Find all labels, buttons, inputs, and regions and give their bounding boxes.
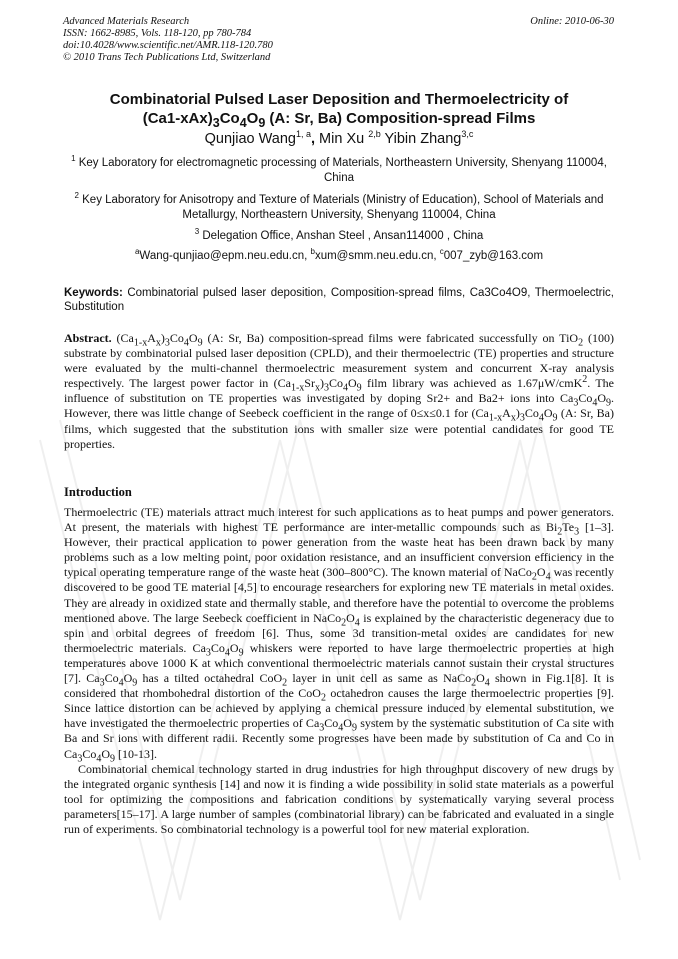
- keywords: [64, 286, 614, 314]
- affiliation-3: $^3$ Delegation Office, Anshan Steel , Ansan114000 , China: [194, 227, 484, 242]
- journal-doi: doi:10.4028/www.scientific.net/AMR.118-120.780: [63, 40, 273, 51]
- journal-name: Advanced Materials Research: [63, 16, 190, 27]
- keywords-label: Keywords:: [64, 287, 123, 299]
- title-line-2: $(Ca1-xAx)_3Co_4O_9$ (A: Sr, Ba) Composition-spread Films: [142, 110, 536, 130]
- author-3: Yibin Zhang: [380, 131, 462, 147]
- title-line-1: Combinatorial Pulsed Laser Deposition and Thermoelectricity of: [109, 91, 569, 108]
- affiliation-1: $^1$ Key Laboratory for electromagnetic processing of Materials, Northeastern University, Shenyang 110004, China: [71, 154, 607, 184]
- author-2: Min Xu: [319, 131, 369, 147]
- introduction-body: [64, 505, 614, 837]
- abstract-label: Abstract.: [64, 331, 112, 345]
- author-emails: $^a$Wang-qunjiao@epm.neu.edu.cn, $^b$xum@smm.neu.edu.cn, $^c$007_zyb@163.com: [134, 247, 544, 262]
- journal-issn: ISSN: 1662-8985, Vols. 118-120, pp 780-784: [63, 28, 252, 39]
- intro-paragraph-2: Combinatorial chemical technology started in drug industries for high throughput discovery of new drugs by the integrated organic synthesis [14] and now it is finding a wide possibility in solid state materials as a powerful tool for optimizing the compositions and fabrication conditions by systematically varying several process parameters[15–17]. A large number of samples (combinatorial library) can be fabricated and evaluated in a single run of experiments. So combinatorial technology is a powerful tool for new material exploration.: [64, 761, 614, 836]
- email-b: xum@smm.neu.edu.cn,: [314, 250, 440, 262]
- author-1: Qunjiao Wang: [204, 131, 296, 147]
- author-list: Qunjiao Wang$^{1, a}$, Min Xu $^{2,b}$ Yibin Zhang$^{3,c}$: [204, 129, 474, 147]
- email-c: 007_zyb@163.com: [443, 250, 544, 262]
- abstract: Abstract. $(Ca_{1-x}A_x)_3Co_4O_9$ (A: Sr, Ba) composition-spread films were fabricated successfully on TiO$_2$ (100) substrate by combinatorial pulsed laser deposition (CPLD), and their thermoelectric (TE) properties and structure were evaluated by the multi-channel thermoelectric measurement system and concurrent X-ray analysis respectively. The largest power factor in $(Ca_{1-x}Sr_x)_3Co_4O_9$ film library was achieved as 1.67μW/cmK$^2$. The influence of substitution on TE properties was investigated by doping Sr2+ and Ba2+ ions into $Ca_3Co_4O_9$. However, there was little change of Seebeck coefficient in the range of 0≤x≤0.1 for $(Ca_{1-x}A_x)_3Co_4O_9$ (A: Sr, Ba) films, which suggested that the substitution ions with smaller size were potential candidates for good TE properties.: [64, 331, 615, 451]
- section-heading-introduction: Introduction: [64, 485, 132, 499]
- journal-copyright: © 2010 Trans Tech Publications Ltd, Switzerland: [63, 52, 271, 63]
- paper-title: [60, 90, 618, 128]
- email-a: Wang-qunjiao@epm.neu.edu.cn,: [139, 250, 311, 262]
- affiliation-2: $^2$ Key Laboratory for Anisotropy and Texture of Materials (Ministry of Education), School of Materials and Metallurgy, Northeastern University, Shenyang 110004, China: [74, 191, 604, 221]
- intro-paragraph-1: Thermoelectric (TE) materials attract much interest for such applications as to heat pumps and power generators. At present, the materials with highest TE performance are inter-metallic compounds such as $Bi_2Te_3$ [1–3]. However, their practical application to power generation from the waste heat has been drawn back by many problems such as a low melting point, poor oxidation resistance, and an insufficient conversion efficiency in the typical operating temperature range of the waste heat (300–800°C). The known material of $NaCo_2O_4$ was recently discovered to be good TE material [4,5] to encourage researchers for exploring new TE materials in metal oxides. They are already in oxidized state and thermally stable, and therefore have the potential to overcome the problems mentioned above. The large Seebeck coefficient in $NaCo_2O_4$ is explained by the characteristic degeneracy due to spin and orbital degrees of freedom [6]. Thus, some 3d transition-metal oxides are candidates for new thermoelectric materials. $Ca_3Co_4O_9$ whiskers were reported to have large thermoelectric properties at high temperatures above 1000 K at which conventional thermoelectric materials cannot sustain their crystal structures [7]. $Ca_3Co_4O_9$ has a tilted octahedral CoO$_2$ layer in unit cell as same as $NaCo_2O_4$ shown in Fig.1[8]. It is considered that rhombohedral distortion of the CoO$_2$ octahedron causes the large thermoelectric properties [9]. Since lattice distortion can be achieved by applying a chemical pressure induced by elemental substitution, we have investigated the thermoelectric properties of $Ca_3Co_4O_9$ system by the systematic substitution of Ca site with Ba and Sr ions with different radii. Recently some progresses have been made by substitution of Ca and Co in $Ca_3Co_4O_9$ [10-13].: [64, 505, 615, 764]
- keywords-text: Combinatorial pulsed laser deposition, Composition-spread films, Ca3Co4O9, Thermoelectric, Substitution: [64, 287, 614, 313]
- journal-header: [63, 16, 273, 64]
- online-date: Online: 2010-06-30: [530, 16, 614, 27]
